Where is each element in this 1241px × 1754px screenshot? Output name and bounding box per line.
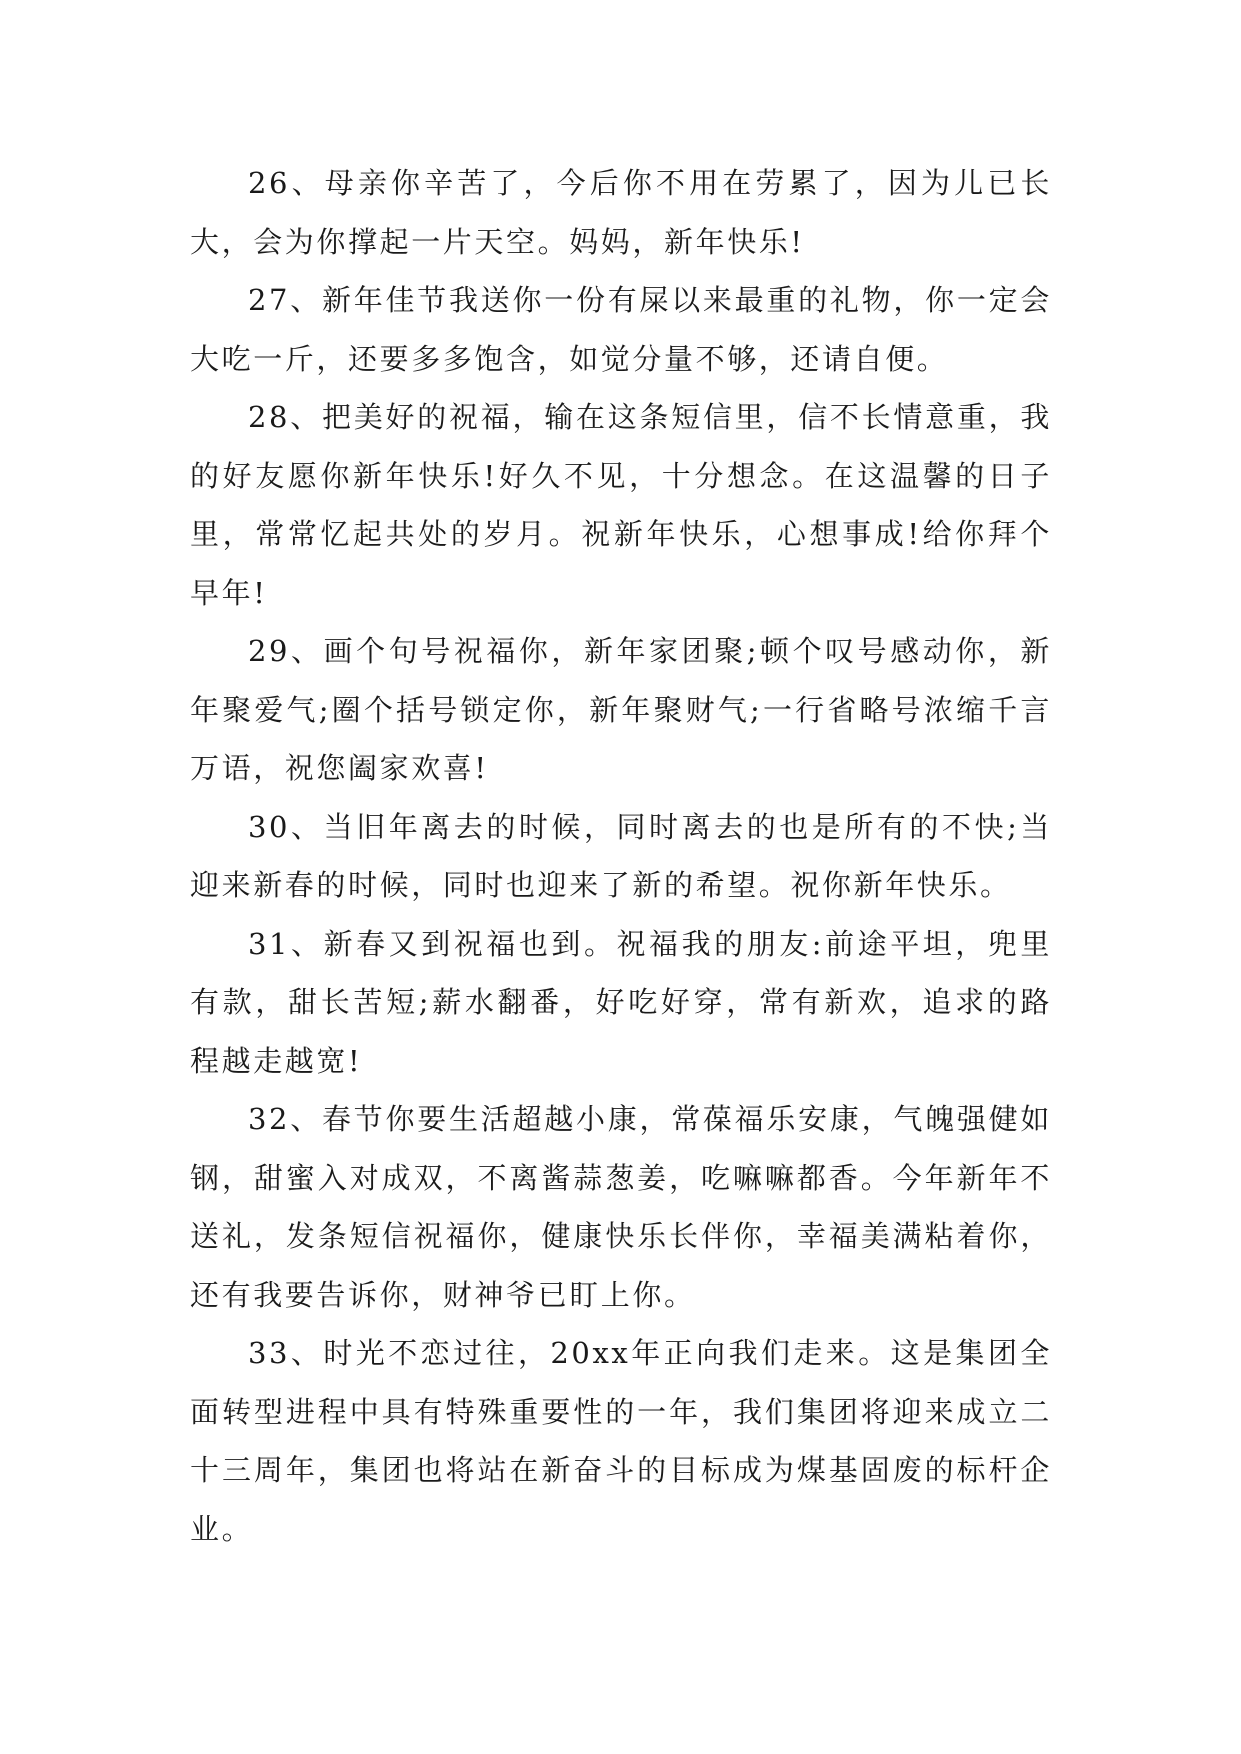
- document-body: [190, 154, 1052, 1558]
- paragraph-27: 27、新年佳节我送你一份有屎以来最重的礼物，你一定会大吃一斤，还要多多饱含，如觉分量不够，还请自便。: [190, 283, 1052, 376]
- paragraph-31: 31、新春又到祝福也到。祝福我的朋友:前途平坦，兜里有款，甜长苦短;薪水翻番，好吃好穿，常有新欢，追求的路程越走越宽!: [190, 926, 1052, 1078]
- paragraph-32: 32、春节你要生活超越小康，常葆福乐安康，气魄强健如钢，甜蜜入对成双，不离酱蒜葱姜，吃嘛嘛都香。今年新年不送礼，发条短信祝福你，健康快乐长伴你，幸福美满粘着你，还有我要告诉你，财神爷已盯上你。: [190, 1102, 1052, 1312]
- paragraph-26: 26、母亲你辛苦了，今后你不用在劳累了，因为儿已长大，会为你撑起一片天空。妈妈，新年快乐!: [190, 166, 1052, 259]
- paragraph-33: 33、时光不恋过往，20xx年正向我们走来。这是集团全面转型进程中具有特殊重要性的一年，我们集团将迎来成立二十三周年，集团也将站在新奋斗的目标成为煤基固废的标杆企业。: [190, 1336, 1052, 1546]
- paragraph-29: 29、画个句号祝福你，新年家团聚;顿个叹号感动你，新年聚爱气;圈个括号锁定你，新年聚财气;一行省略号浓缩千言万语，祝您阖家欢喜!: [190, 634, 1052, 785]
- paragraph-28: 28、把美好的祝福，输在这条短信里，信不长情意重，我的好友愿你新年快乐!好久不见，十分想念。在这温馨的日子里，常常忆起共处的岁月。祝新年快乐，心想事成!给你拜个早年!: [190, 400, 1052, 610]
- paragraph-30: 30、当旧年离去的时候，同时离去的也是所有的不快;当迎来新春的时候，同时也迎来了新的希望。祝你新年快乐。: [190, 809, 1052, 902]
